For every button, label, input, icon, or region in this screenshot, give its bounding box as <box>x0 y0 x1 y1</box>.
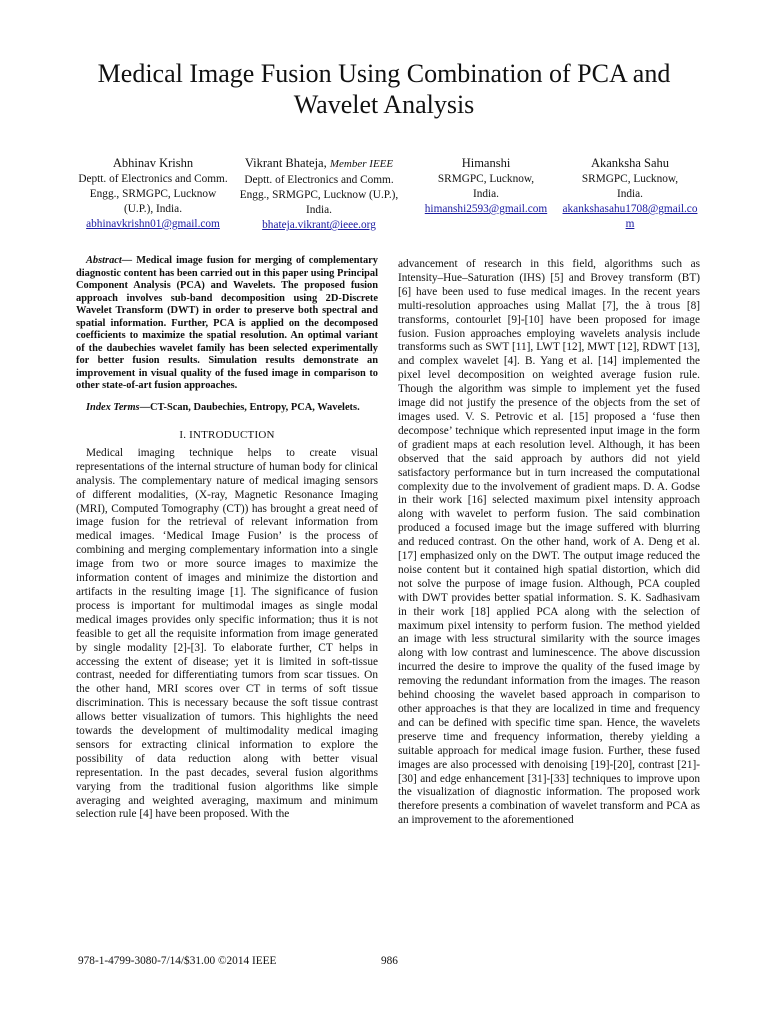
author-block-2 <box>238 156 400 233</box>
paper-title: Medical Image Fusion Using Combination of PCA and Wavelet Analysis <box>97 59 671 119</box>
author-affiliation: SRMGPC, Lucknow, India. <box>437 173 535 200</box>
section-heading: I. INTRODUCTION <box>179 429 275 441</box>
author-block-3 <box>412 156 560 217</box>
author-name: Himanshi <box>461 156 511 170</box>
index-terms-label: Index Terms <box>86 401 140 413</box>
author-affiliation: Deptt. of Electronics and Comm. Engg., SRMGPC, Lucknow (U.P.), India. <box>239 174 399 216</box>
author-name: Abhinav Krishn <box>112 156 194 170</box>
abstract <box>76 255 378 393</box>
author-affiliation: SRMGPC, Lucknow, India. <box>581 173 679 200</box>
abstract-text: Medical image fusion for merging of complementary diagnostic content has been carried out in this paper using Principal Component Analysis (PCA) and Wavelets. The proposed fusion approach involves sub-band decomposition using 2D-Discrete Wavelet Transform (DWT) in order to preserve both spectral and spatial information. Further, PCA is applied on the decomposed coefficients to maximize the spatial resolution. An optimal variant of the daubechies wavelet family has been selected experimentally for better fusion results. Simulation results demonstrate an improvement in visual quality of the fused image in comparison to other state-of-art fusion approaches. <box>76 255 378 391</box>
intro-paragraph: Medical imaging technique helps to create visual representations of the internal structure of human body for clinical analysis. The complementary nature of medical imaging sensors of different modalities, (X-ray, Magnetic Resonance Imaging (MRI), Computed Tomography (CT)) has brought a great need of image fusion for the retrieval of relevant information from medical images. ‘Medical Image Fusion’ is the process of combining and merging complementary information into a single image from two or more source images to maximize the information content of images and minimize the distortion and artifacts in the resulting image [1]. The significance of fusion process is important for multimodal images as single modal medical images provides only specific information; thus it is not feasible to get all the requisite information from image generated by single modality [2]-[3]. To elaborate further, CT helps in accessing the extent of disease; yet it is limited in soft-tissue contrast, needed for differentiating tumors from scar tissues. On the other hand, MRI scores over CT in terms of soft tissue discrimination. This is necessary because the soft tissue contrast allows better visualization of tumors. This highlights the need towards the development of multimodality medical imaging sensors for extracting clinical information to explore the possibility of data reduction along with better visual representation. In the past decades, several fusion algorithms varying from the traditional fusion algorithms like simple averaging and weighted averaging, maximum and minimum selection rule [4] have been proposed. With the <box>76 446 378 821</box>
index-terms-value: —CT-Scan, Daubechies, Entropy, PCA, Wavelets. <box>139 401 360 413</box>
right-column <box>398 258 700 828</box>
author-email-link[interactable]: bhateja.vikrant@ieee.org <box>262 219 376 231</box>
author-email-link[interactable]: himanshi2593@gmail.com <box>424 203 548 215</box>
author-role: Member IEEE <box>329 158 394 170</box>
index-terms <box>76 402 378 415</box>
author-block-1 <box>78 156 228 232</box>
intro-continued-paragraph: advancement of research in this field, algorithms such as Intensity–Hue–Saturation (IHS) [5] and Brovey transform (BT) [6] have been used to fuse medical images. In the recent years multi-resolution approaches using Mallat [7], the à trous [8] transforms, contourlet [9]-[10] have been proposed for image fusion. Fusion approaches employing wavelets analysis include transforms such as SWT [11], LWT [12], MWT [12], RDWT [13], and complex wavelet [4]. B. Yang et al. [14] implemented the pixel level decomposition on weighted average fusion rule. Though the algorithm was simple to implement yet the fused image did not justify the presence of the objects from the set of images used. V. S. Petrovic et al. [15] proposed a ‘fuse then decompose’ technique which represented input image in the form of gradient maps at each resolution level. Although, it has been observed that the said approach by authors did not yield satisfactory performance but in turn increased the computational complexity due to the involvement of gradient maps. D. A. Godse in their work [16] selected maximum pixel intensity approach along with wavelet to perform fusion. The said combination produced a focused image but the image suffered with blurring and reduced contrast. On the other hand, work of A. Deng et al. [17] emphasized only on the DWT. The output image reduced the noise content but it contained high spatial distortion, which did not solve the purpose of image fusion. Although, PCA coupled with DWT provides better spatial information. S. K. Sadhasivam in their work [18] applied PCA along with the selection of maximum pixel intensity to perform fusion. The method yielded an image with less structural similarity with the source images along with low contrast and luminescence. The above discussion incurred the desire to improve the quality of the fused image by removing the redundant information from the images. The reason behind choosing the wavelet based approach in comparison to other approaches is that they are localized in time and frequency and can be defined with specific time span. Hence, the wavelets preserve time and frequency information, thereby yielding a suitable approach for medical image fusion. Further, these fused images are also processed with denoising [19]-[20], contrast [21]-[30] and edge enhancement [31]-[33] techniques to improve upon the visualization of diagnostic information. The proposed work therefore presents a combination of wavelet transform and PCA as an improvement to the aforementioned <box>398 258 700 827</box>
footer-copyright: 978-1-4799-3080-7/14/$31.00 ©2014 IEEE <box>78 955 277 967</box>
abstract-label: Abstract— <box>86 255 133 266</box>
author-block-4 <box>562 156 698 232</box>
author-name: Akanksha Sahu <box>590 156 670 170</box>
author-name: Vikrant Bhateja, <box>244 156 327 170</box>
author-affiliation: Deptt. of Electronics and Comm. Engg., SRMGPC, Lucknow (U.P.), India. <box>78 173 228 215</box>
author-email-link[interactable]: abhinavkrishn01@gmail.com <box>86 218 220 230</box>
left-column <box>76 255 378 822</box>
page-number: 986 <box>381 955 398 967</box>
author-email-link[interactable]: akankshasahu1708@gmail.com <box>562 203 698 230</box>
